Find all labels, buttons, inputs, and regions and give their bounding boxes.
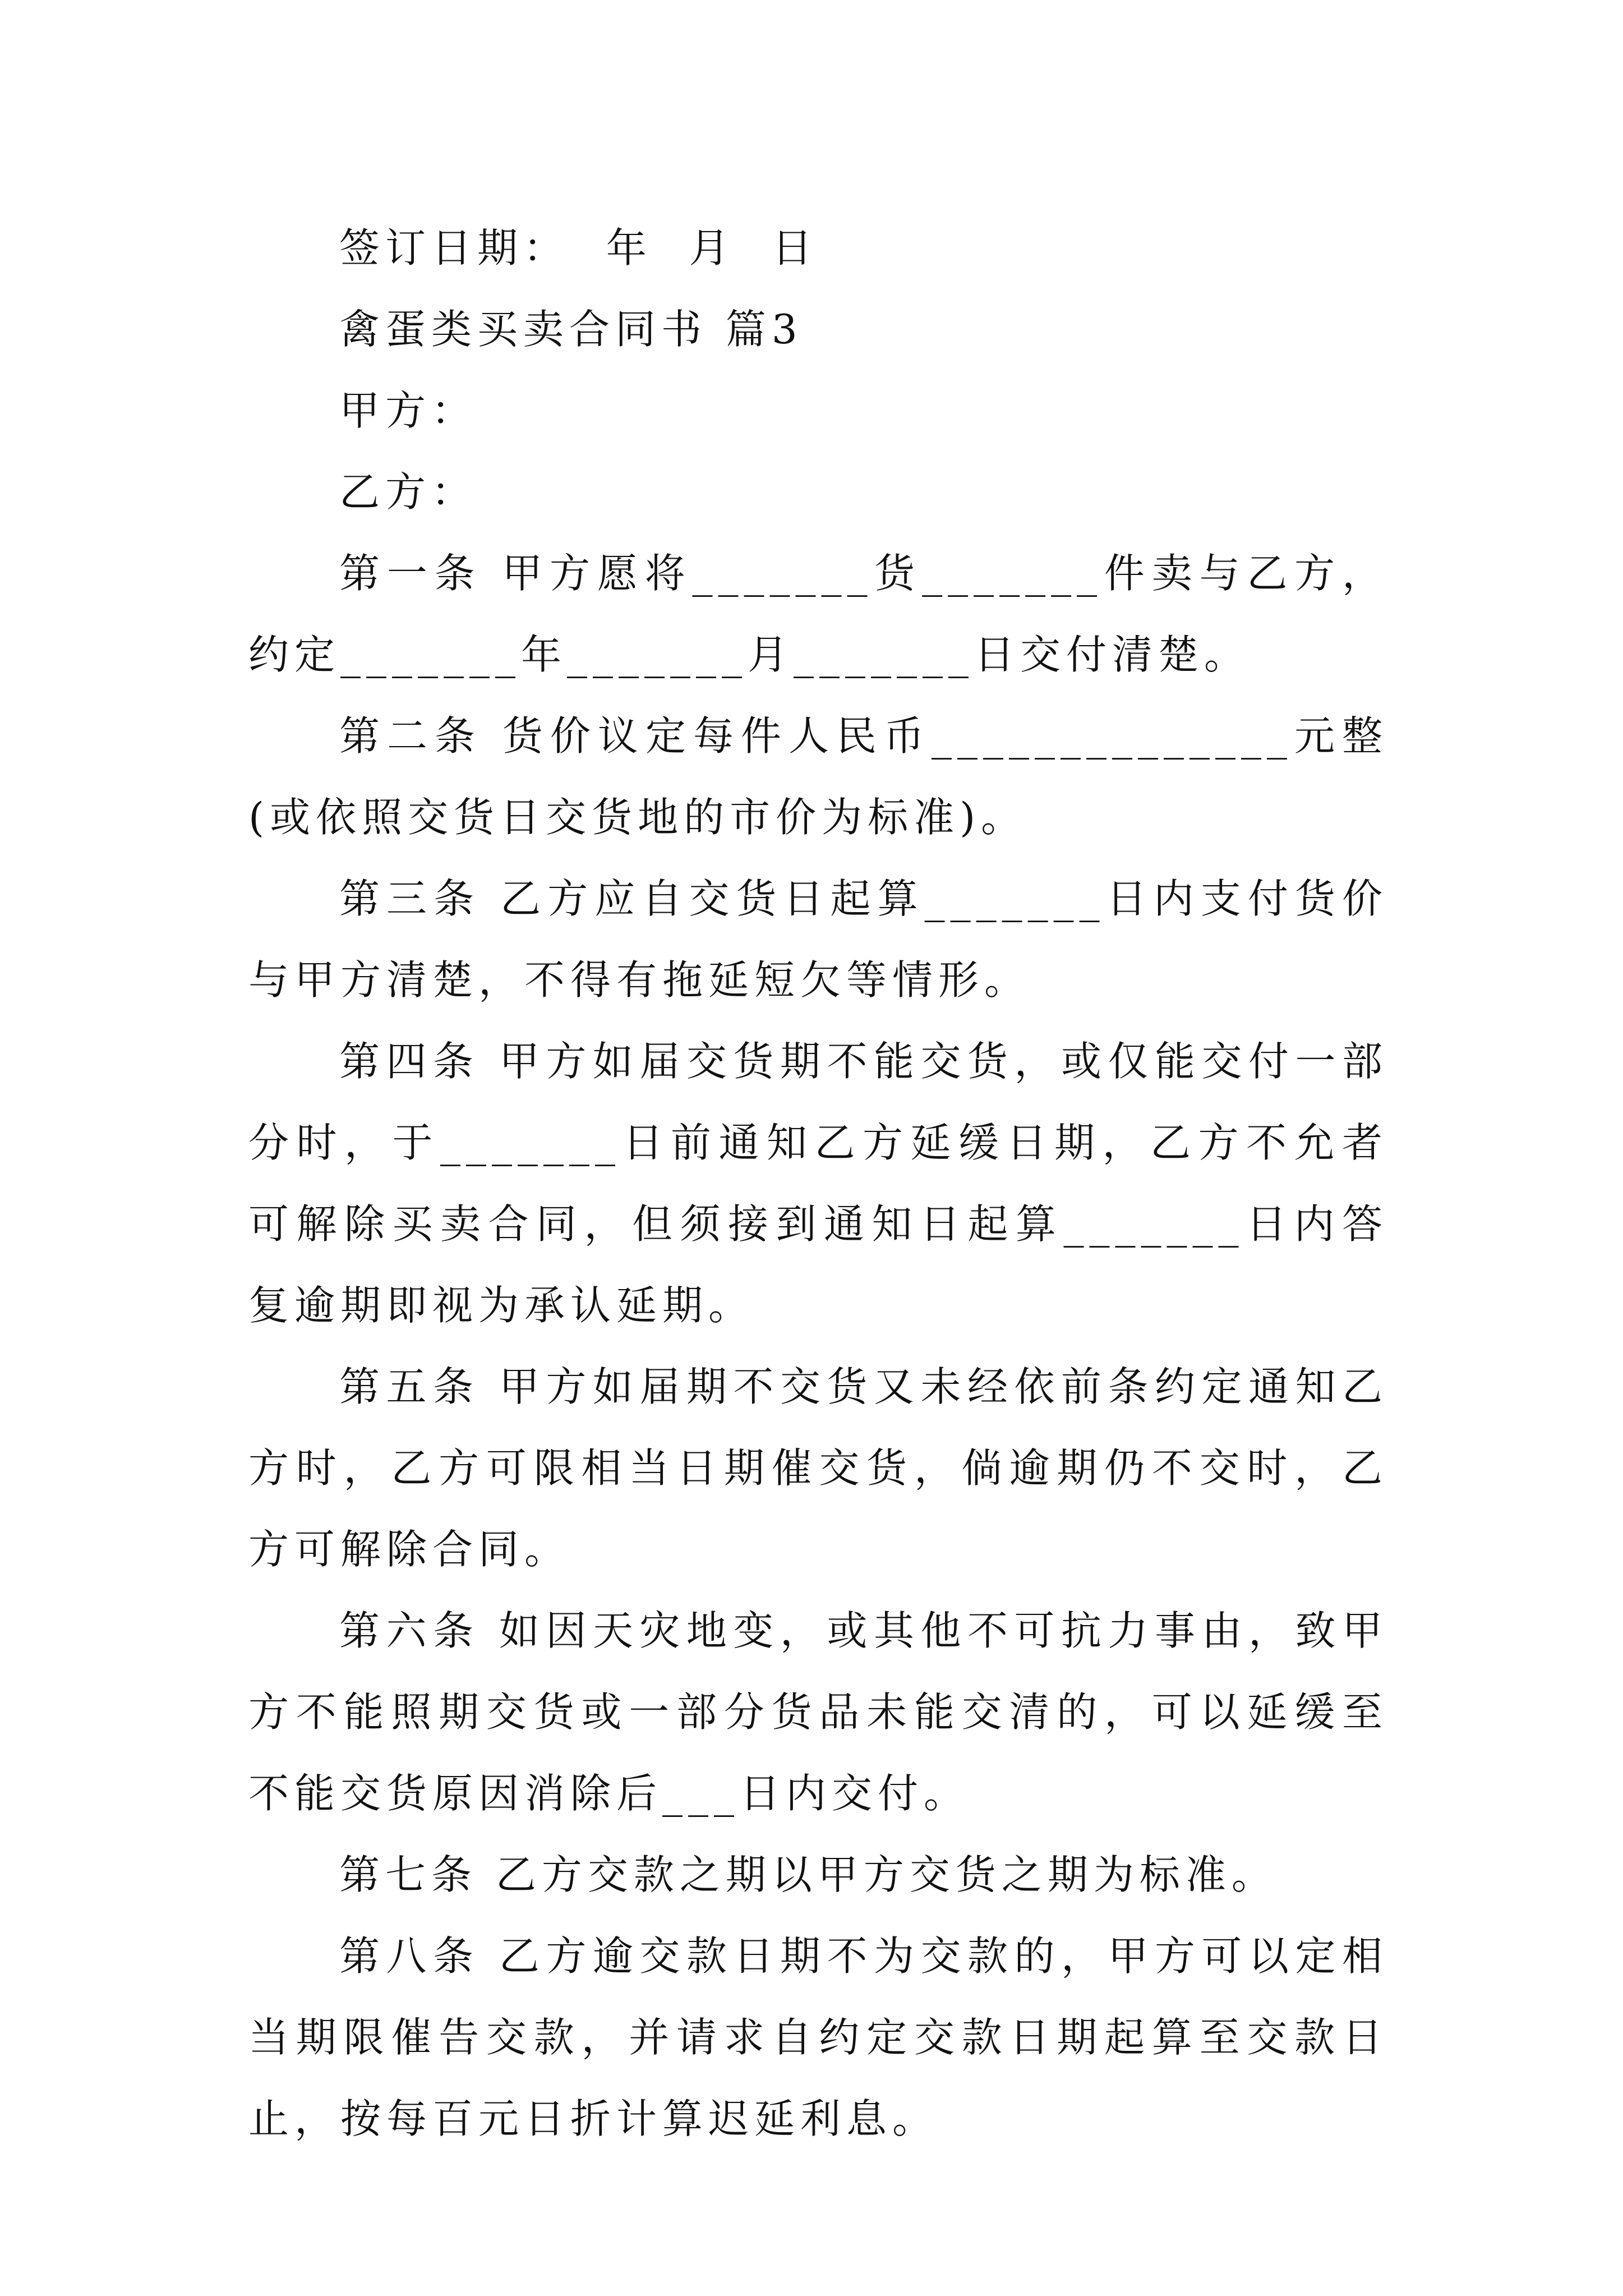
article-1: 第一条 甲方愿将_______货_______件卖与乙方，约定_______年_______月_______日交付清楚。 [248,550,1388,678]
signing-date: 签订日期： 年 月 日 [339,224,818,272]
article-6: 第六条 如因天灾地变，或其他不可抗力事由，致甲方不能照期交货或一部分货品未能交清的，可以延缓至不能交货原因消除后___日内交付。 [248,1607,1388,1817]
article-4: 第四条 甲方如届交货期不能交货，或仅能交付一部分时，于_______日前通知乙方延缓日期，乙方不允者可解除买卖合同，但须接到通知日起算_______日内答复逾期即视为承认延期。 [248,1038,1388,1329]
party-a: 甲方： [339,387,478,434]
article-5: 第五条 甲方如届期不交货又未经依前条约定通知乙方时，乙方可限相当日期催交货，倘逾期仍不交时，乙方可解除合同。 [248,1363,1388,1573]
document-body [248,208,1388,2160]
article-8: 第八条 乙方逾交款日期不为交款的，甲方可以定相当期限催告交款，并请求自约定交款日期起算至交款日止，按每百元日折计算迟延利息。 [248,1932,1388,2142]
article-3: 第三条 乙方应自交货日起算_______日内支付货价与甲方清楚，不得有拖延短欠等情形。 [248,875,1388,1004]
party-b: 乙方： [339,468,478,516]
article-2: 第二条 货价议定每件人民币______________元整(或依照交货日交货地的市价为标准)。 [248,712,1388,841]
article-7: 第七条 乙方交款之期以甲方交货之期为标准。 [339,1851,1278,1898]
section-title: 禽蛋类买卖合同书 篇3 [339,306,803,353]
